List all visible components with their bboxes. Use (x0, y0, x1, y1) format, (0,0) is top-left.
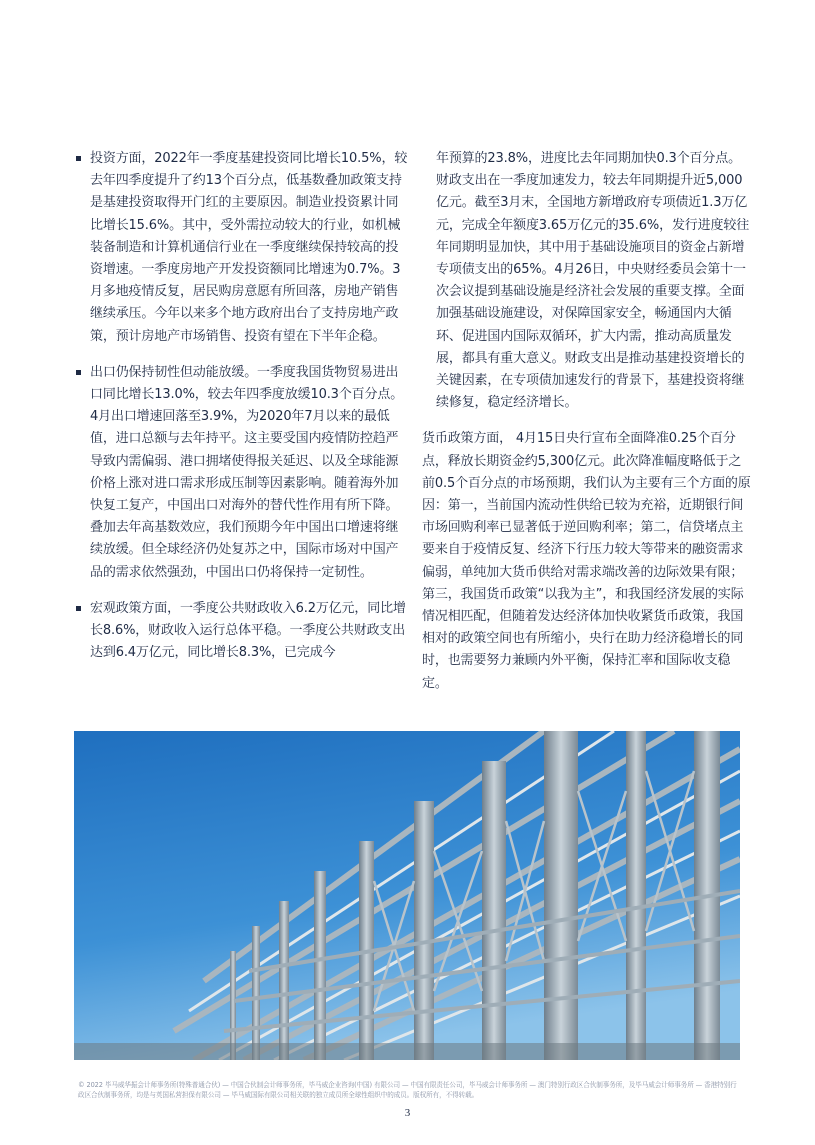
steel-frame-photo (74, 731, 740, 1060)
page-number: 3 (404, 1107, 411, 1119)
investment-paragraph: 投资方面，2022年一季度基建投资同比增长10.5%，较去年四季度提升了约13个百分点，低基数叠加政策支持是基建投资取得开门红的主要原因。制造业投资累计同比增长15.6%。其中，受外需拉动较大的行业，如机械装备制造和计算机通信行业在一季度继续保持较高的投资增速。一季度房地产开发投资额同比增速为0.7%。3月多地疫情反复，居民购房意愿有所回落，房地产销售继续承压。今年以来多个地方政府出台了支持房地产政策，预计房地产市场销售、投资有望在下半年企稳。 (76, 148, 410, 348)
copyright-footer: © 2022 毕马威华振会计师事务所(特殊普通合伙) — 中国合伙制会计师事务所，毕马威企业咨询(中国) 有限公司 — 中国有限责任公司，毕马威会计师事务所 — 澳门特别行政区合伙制事务所，及毕马威会计师事务所 — 香港特别行政区合伙制事务所，均是与英国私营担保有限公司 — 毕马威国际有限公司相关联的独立成员所全球性组织中的成员。版权所有，不得转载。 (78, 1081, 737, 1099)
right-column (422, 148, 752, 695)
fiscal-continuation-paragraph: 年预算的23.8%，进度比去年同期加快0.3个百分点。财政支出在一季度加速发力，较去年同期提升近5,000亿元。截至3月末，全国地方新增政府专项债近1.3万亿元，完成全年额度3.65万亿元的35.6%，发行进度较往年同期明显加快，其中用于基础设施项目的资金占新增专项债支出的65%。4月26日，中央财经委员会第十一次会议提到基础设施是经济社会发展的重要支撑。全面加强基础设施建设，对保障国家安全，畅通国内大循环、促进国内国际双循环，扩大内需，推动高质量发展，都具有重大意义。财政支出是推动基建投资增长的关键因素，在专项债加速发行的背景下，基建投资将继续修复，稳定经济增长。 (436, 151, 750, 411)
left-column (76, 148, 410, 678)
macro-policy-paragraph: 宏观政策方面，一季度公共财政收入6.2万亿元，同比增长8.6%，财政收入运行总体平稳。一季度公共财政支出达到6.4万亿元，同比增长8.3%，已完成今 (76, 598, 410, 665)
monetary-policy-paragraph: 货币政策方面， 4月15日央行宣布全面降准0.25个百分点，释放长期资金约5,300亿元。此次降准幅度略低于之前0.5个百分点的市场预期，我们认为主要有三个方面的原因：第一，当前国内流动性供给已较为充裕，近期银行间市场回购利率已显著低于逆回购利率；第二，信贷堵点主要来自于疫情反复、经济下行压力较大等带来的融资需求偏弱，单纯加大货币供给对需求端改善的边际效果有限；第三，我国货币政策“以我为主”，和我国经济发展的实际情况相匹配，但随着发达经济体加快收紧货币政策，我国相对的政策空间也有所缩小，央行在助力经济稳增长的同时，也需要努力兼顾内外平衡，保持汇率和国际收支稳定。 (422, 431, 751, 691)
export-paragraph: 出口仍保持韧性但动能放缓。一季度我国货物贸易进出口同比增长13.0%，较去年四季度放缓10.3个百分点。4月出口增速回落至3.9%，为2020年7月以来的最低值，进口总额与去年持平。这主要受国内疫情防控趋严导致内需偏弱、港口拥堵使得报关延迟、以及全球能源价格上涨对进口需求形成压制等因素影响。随着海外加快复工复产，中国出口对海外的替代性作用有所下降。叠加去年高基数效应，我们预期今年中国出口增速将继续放缓。但全球经济仍处复苏之中，国际市场对中国产品的需求依然强劲，中国出口仍将保持一定韧性。 (76, 362, 410, 584)
steel-frame-construction-image (74, 731, 740, 1060)
